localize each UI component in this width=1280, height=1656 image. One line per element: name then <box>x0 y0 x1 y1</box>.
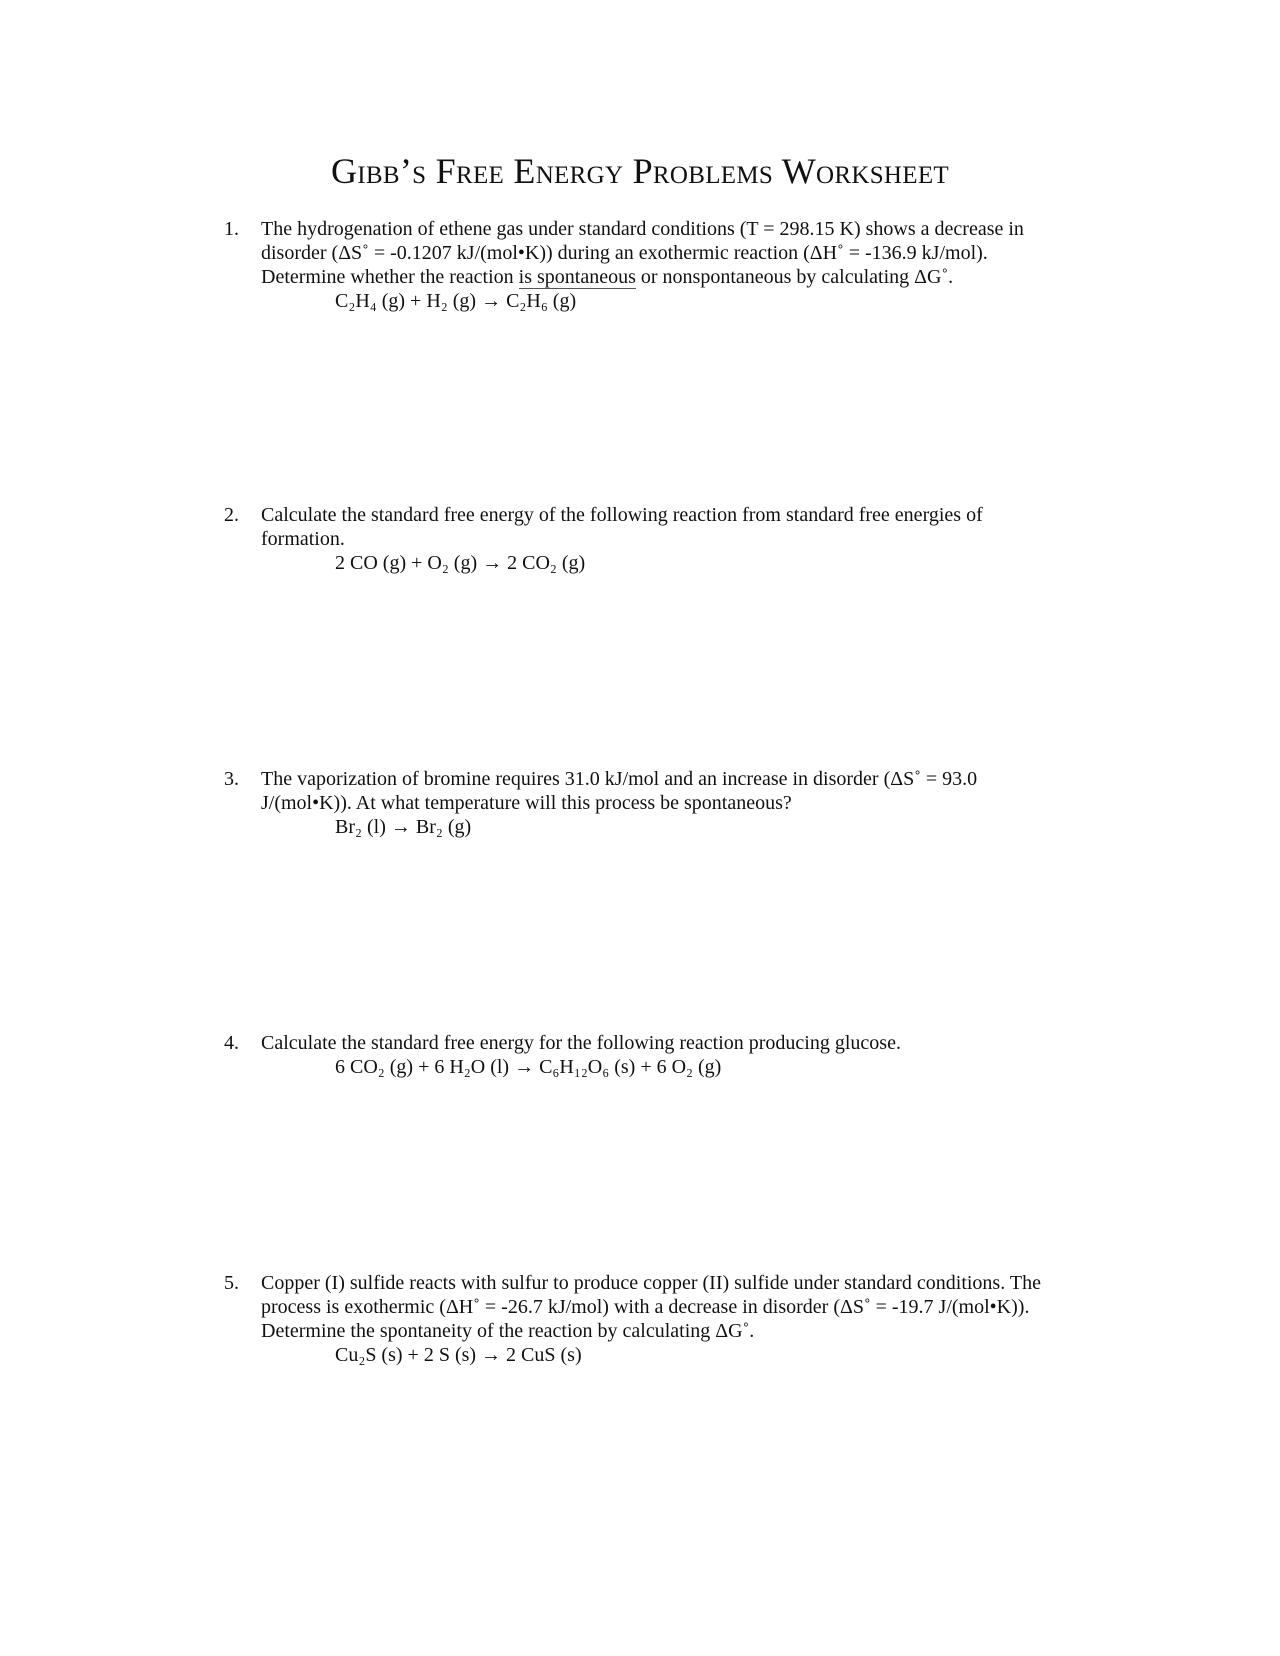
underlined-phrase: is spontaneous <box>518 266 636 288</box>
problem-line: Determine the spontaneity of the reaction by calculating ΔG˚. <box>261 1320 755 1342</box>
problem-text <box>261 1031 1094 1055</box>
problem-number: 4. <box>224 1032 239 1054</box>
problem-line: Copper (I) sulfide reacts with sulfur to produce copper (II) sulfide under standard conditions. The <box>261 1272 1041 1294</box>
problem-line: Calculate the standard free energy for the following reaction producing glucose. <box>261 1032 901 1054</box>
problem-line: disorder (ΔS˚ = -0.1207 kJ/(mol•K)) during an exothermic reaction (ΔH˚ = -136.9 kJ/mol). <box>261 242 988 264</box>
problem-4 <box>224 1031 1094 1079</box>
problem-1 <box>224 217 1094 313</box>
problem-3 <box>224 767 1094 839</box>
problem-text <box>261 217 1094 289</box>
problem-number: 1. <box>224 218 239 240</box>
problem-line: Calculate the standard free energy of the following reaction from standard free energies of <box>261 504 983 526</box>
page-title: Gibb’s Free Energy Problems Worksheet <box>331 151 949 191</box>
problem-line: formation. <box>261 528 345 550</box>
chemical-equation: Br₂ (l) → Br₂ (g) <box>335 816 472 838</box>
problem-5 <box>224 1271 1094 1367</box>
text-segment: or nonspontaneous by calculating ΔG˚. <box>635 266 954 288</box>
chemical-equation: 6 CO₂ (g) + 6 H₂O (l) → C₆H₁₂O₆ (s) + 6 O₂ (g) <box>335 1056 722 1078</box>
problem-text <box>261 1271 1094 1343</box>
problem-line: The vaporization of bromine requires 31.0 kJ/mol and an increase in disorder (ΔS˚ = 93.0 <box>261 768 978 790</box>
text-segment: Determine whether the reaction <box>261 266 519 288</box>
problem-line <box>261 265 1094 289</box>
problem-line: The hydrogenation of ethene gas under standard conditions (T = 298.15 K) shows a decrease in <box>261 218 1024 240</box>
chemical-equation: Cu₂S (s) + 2 S (s) → 2 CuS (s) <box>335 1344 582 1366</box>
problem-2 <box>224 503 1094 575</box>
problem-text <box>261 767 1094 815</box>
problem-line: process is exothermic (ΔH˚ = -26.7 kJ/mol) with a decrease in disorder (ΔS˚ = -19.7 J/(mol•K)). <box>261 1296 1030 1318</box>
problem-number: 5. <box>224 1272 239 1294</box>
chemical-equation: 2 CO (g) + O₂ (g) → 2 CO₂ (g) <box>335 552 586 574</box>
problem-text <box>261 503 1094 551</box>
problem-line: J/(mol•K)). At what temperature will this process be spontaneous? <box>261 792 792 814</box>
chemical-equation: C₂H₄ (g) + H₂ (g) → C₂H₆ (g) <box>335 290 577 312</box>
problem-number: 3. <box>224 768 239 790</box>
problem-number: 2. <box>224 504 239 526</box>
